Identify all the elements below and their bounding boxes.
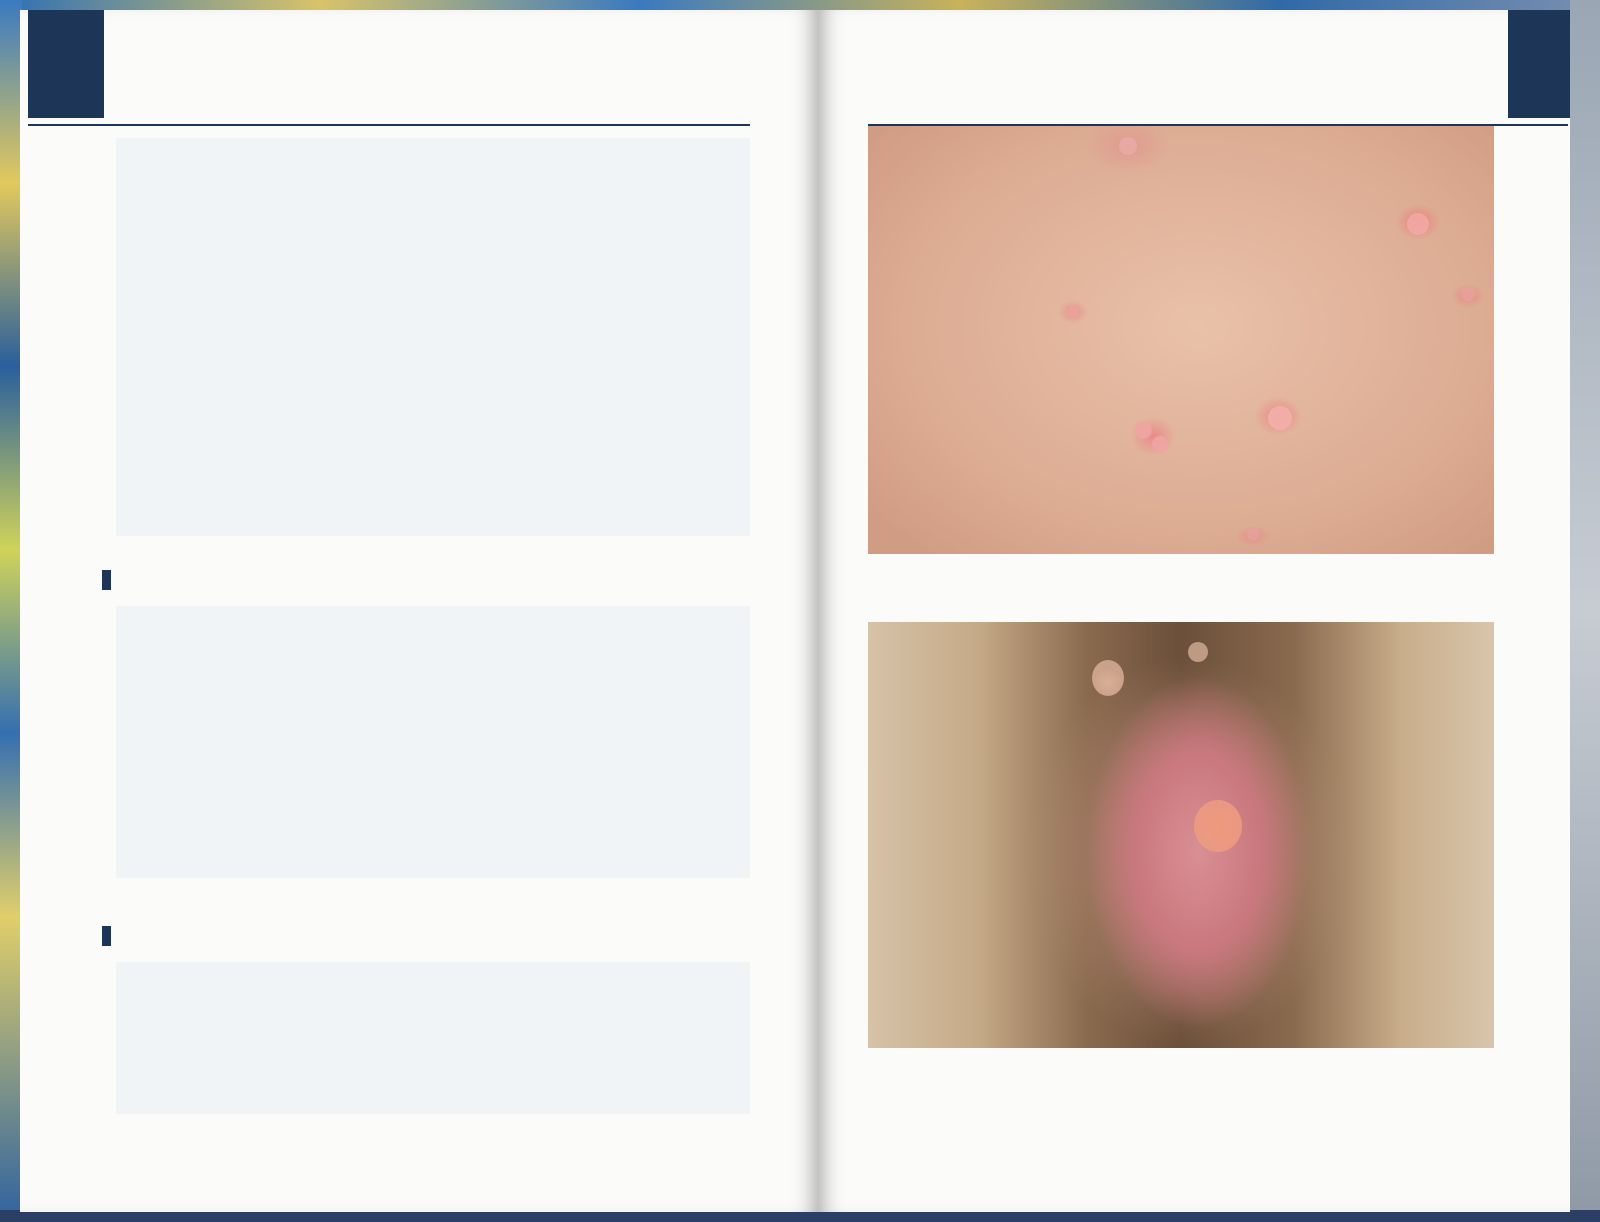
header-rule: [28, 124, 750, 126]
heading-bar: [102, 926, 111, 946]
background-strip-right: [1570, 0, 1600, 1222]
vesicle-marks: [868, 126, 1494, 554]
left-page: [20, 10, 818, 1212]
vesicle: [1134, 421, 1152, 439]
localization-block: [116, 606, 750, 878]
chapter-tab: [28, 10, 104, 118]
bulla: [1194, 800, 1242, 852]
arrangement-block: [116, 962, 750, 1114]
chapter-tab: [1508, 10, 1570, 118]
figure-1-8-caption: [868, 1062, 1488, 1084]
vesicle: [1068, 307, 1078, 317]
vesicle: [1119, 137, 1137, 155]
right-page: [818, 10, 1570, 1212]
bulla: [1092, 660, 1124, 696]
background-strip-left: [0, 0, 22, 1222]
vesicle: [1152, 436, 1168, 452]
vesicle: [1247, 528, 1259, 540]
vesicle: [1461, 287, 1475, 301]
bulla-marks: [868, 622, 1494, 1048]
heading-bar: [102, 570, 111, 590]
figure-1-7-photo: [868, 126, 1494, 554]
vesicle: [1407, 213, 1429, 235]
figure-1-8-photo: [868, 622, 1494, 1048]
rash-types-list: [116, 138, 750, 536]
vesicle: [1268, 406, 1292, 430]
bulla: [1188, 642, 1208, 662]
